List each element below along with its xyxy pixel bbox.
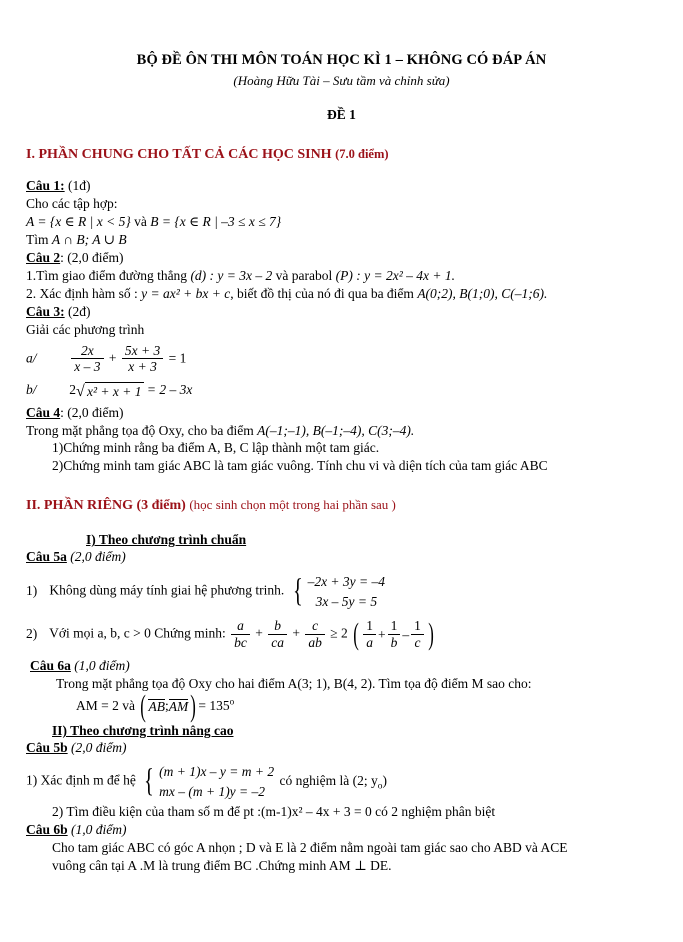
right-paren-icon: ) [428, 617, 434, 652]
cau5b-points: (2,0 điểm) [71, 740, 127, 756]
cau4-block [26, 404, 683, 476]
section-1-title: I. PHẦN CHUNG CHO TẤT CẢ CÁC HỌC SINH [26, 147, 332, 163]
right-paren-icon-2: ) [190, 688, 197, 723]
cau4-line1 [26, 422, 683, 440]
cau5a-frac-1-c-den: c [411, 634, 424, 650]
cau2-item1-mid: và parabol [272, 268, 336, 284]
cau5b-heading [26, 739, 683, 757]
cau5a-frac-c-ab-den: ab [305, 634, 325, 650]
cau5a-item2-number: 2) [26, 626, 38, 642]
cau1-set-b-lead: B = [150, 214, 175, 230]
cau6a-line2-pre: AM = 2 và [76, 697, 139, 713]
cau5a-system-row2: 3x – 5y = 5 [315, 593, 378, 609]
cau3-eq-a-label: a/ [26, 350, 37, 366]
cau3-eq-b-radicand: x² + x + 1 [87, 383, 142, 399]
cau2-heading [26, 249, 683, 267]
cau6a-points: (1,0 điểm) [74, 657, 130, 673]
left-paren-icon: ( [353, 617, 359, 652]
cau3-equation-b [26, 381, 683, 400]
cau5a-minus-1: – [402, 627, 410, 643]
section-2-note: (học sinh chọn một trong hai phần sau ) [189, 497, 396, 513]
cau5a-frac-1-c [411, 618, 424, 649]
cau5a-frac-c-ab [305, 618, 325, 649]
cau5a-frac-b-ca-num: b [274, 618, 281, 634]
cau2-item1-line-eq: (d) : y = 3x – 2 [190, 268, 273, 284]
cau5a-plus-3: + [378, 627, 386, 643]
cau6a-line1: Trong mặt phẳng tọa độ Oxy cho hai điểm A(3; 1), B(4, 2). Tìm tọa độ điểm M sao cho: [56, 675, 532, 691]
cau5a-relation: ≥ 2 [330, 626, 348, 642]
cau2-label: Câu 2 [26, 250, 61, 266]
part-advanced-heading: II) Theo chương trình nâng cao [52, 723, 234, 739]
cau5b-system-rows [159, 762, 274, 801]
cau3-eq-a-frac1 [71, 343, 103, 374]
cau6b-label: Câu 6b [26, 822, 68, 838]
sqrt-icon [76, 382, 144, 401]
cau2-points: : (2,0 điểm) [60, 250, 124, 266]
cau5b-label: Câu 5b [26, 740, 68, 756]
cau5b-item1-number: 1) [26, 772, 38, 788]
cau5a-heading [26, 548, 683, 566]
cau5a-plus-1: + [255, 626, 263, 642]
cau1-line1: Cho các tập hợp: [26, 196, 118, 212]
cau3-eq-a-frac2-num: 5x + 3 [124, 342, 161, 358]
cau2-item2-points: A(0;2), B(1;0), C(–1;6). [417, 286, 548, 302]
cau3-label: Câu 3: [26, 304, 65, 320]
cau1-block [26, 177, 683, 249]
cau5a-item1-number: 1) [26, 582, 38, 598]
cau3-equation-a [26, 344, 683, 375]
cau1-heading [26, 177, 683, 195]
cau5a-block [26, 548, 683, 650]
cau3-eq-a-frac2 [122, 343, 163, 374]
cau3-eq-a-operator: + [108, 350, 117, 366]
cau5a-system-rows [308, 572, 385, 611]
cau5b-system [141, 762, 274, 801]
cau5a-item2 [26, 619, 683, 650]
cau1-points: (1đ) [68, 178, 91, 194]
cau1-find-math: A ∩ B; A ∪ B [51, 232, 127, 248]
cau6a-block [30, 657, 683, 723]
cau5a-item2-text: Với mọi a, b, c > 0 Chứng minh: [49, 626, 226, 642]
cau6a-vector-separator: ; [164, 698, 169, 714]
cau3-eq-b-rhs: = 2 – 3x [146, 382, 193, 398]
cau3-eq-a-frac1-num: 2x [81, 342, 94, 358]
cau6a-vector-ab: AB [148, 698, 165, 714]
cau5a-frac-1-b [388, 618, 401, 649]
cau5a-frac-1-a-num: 1 [366, 618, 373, 634]
cau5a-frac-a-bc-den: bc [231, 634, 250, 650]
cau3-eq-b-label: b/ [26, 382, 37, 398]
page-subtitle: (Hoàng Hữu Tài – Sưu tầm và chỉnh sửa) [233, 73, 450, 89]
cau1-sets [26, 213, 683, 231]
cau6a-line2 [76, 688, 683, 723]
cau5a-label: Câu 5a [26, 549, 67, 565]
cau2-item2-text: 2. Xác định hàm số : [26, 286, 142, 302]
cau3-heading [26, 303, 683, 321]
cau5b-item1 [26, 762, 683, 801]
part-standard-heading: I) Theo chương trình chuẩn [86, 532, 247, 548]
cau2-item1-parabola-eq: (P) : y = 2x² – 4x + 1. [335, 268, 455, 284]
cau5a-system [290, 572, 385, 611]
cau6b-line2: vuông cân tại A .M là trung điểm BC .Chứng minh AM ⊥ DE. [52, 858, 392, 874]
cau2-item2 [26, 285, 683, 303]
cau5a-item1-text: Không dùng máy tính giai hệ phương trinh. [49, 582, 285, 598]
cau5a-frac-b-ca [268, 618, 287, 649]
cau5b-item1-tail-text: có nghiệm là (2; y [279, 772, 378, 788]
cau5a-rhs-group [351, 619, 436, 650]
cau5a-system-row1: –2x + 3y = –4 [307, 574, 386, 590]
cau1-set-a-body: {x ∈ R | x < 5} [49, 214, 131, 230]
cau5a-frac-a-bc-num: a [237, 618, 244, 634]
cau5b-item1-tail-end: ) [382, 772, 387, 788]
cau5b-system-row1: (m + 1)x – y = m + 2 [159, 764, 275, 780]
cau1-label: Câu 1: [26, 178, 65, 194]
cau5b-block [26, 739, 683, 821]
cau5a-points: (2,0 điểm) [70, 549, 126, 565]
cau5a-frac-1-b-den: b [388, 634, 401, 650]
cau4-label: Câu 4 [26, 404, 61, 420]
cau5b-item2: 2) Tìm điều kiện của tham số m để pt :(m-1)x² – 4x + 3 = 0 có 2 nghiệm phân biệt [52, 804, 496, 820]
left-paren-icon-2: ( [140, 688, 147, 723]
left-brace-icon: { [292, 573, 303, 610]
cau1-set-b-body: {x ∈ R | –3 ≤ x ≤ 7} [174, 214, 282, 230]
section-2-heading [26, 497, 683, 514]
cau3-eq-b-coefficient: 2 [69, 382, 77, 398]
cau2-block [26, 249, 683, 303]
cau1-find-label: Tìm [26, 232, 52, 248]
exam-code: ĐỀ 1 [327, 107, 356, 123]
cau1-line3 [26, 231, 683, 249]
section-1-points: (7.0 điểm) [335, 147, 389, 162]
cau4-line1-points: A(–1;–1), B(–1;–4), C(3;–4). [257, 422, 415, 438]
cau6b-points: (1,0 điểm) [71, 822, 127, 838]
cau5b-item1-tail-subscript: o [377, 781, 383, 792]
cau5a-frac-c-ab-num: c [312, 618, 319, 634]
cau1-conj: và [130, 214, 151, 230]
cau6a-angle-group [138, 688, 198, 723]
cau2-item2-mid: , biết đồ thị của nó đi qua ba điểm [230, 286, 418, 302]
page-title: BỘ ĐỀ ÔN THI MÔN TOÁN HỌC KÌ 1 – KHÔNG CÓ ĐÁP ÁN [136, 52, 547, 68]
cau1-set-a-lead: A = [26, 214, 50, 230]
cau5a-frac-1-a-den: a [363, 634, 376, 650]
cau6a-heading [30, 657, 683, 675]
cau2-item1-text: 1.Tìm giao điểm đường thẳng [26, 268, 191, 284]
cau6a-vector-am: AM [168, 698, 189, 714]
cau5b-item1-tail [279, 772, 387, 792]
cau5a-frac-b-ca-den: ca [268, 634, 287, 650]
cau4-item2: 2)Chứng minh tam giác ABC là tam giác vuông. Tính chu vi và diện tích của tam giác ABC [52, 458, 548, 474]
left-brace-icon-2: { [144, 763, 155, 800]
cau5b-system-row2: mx – (m + 1)y = –2 [159, 783, 266, 799]
cau2-item2-function: y = ax² + bx + c [141, 286, 231, 302]
cau6a-label: Câu 6a [30, 657, 71, 673]
cau4-line1-text: Trong mặt phẳng tọa độ Oxy, cho ba điểm [26, 422, 258, 438]
cau5a-item1 [26, 572, 683, 611]
cau4-heading [26, 404, 683, 422]
cau3-points: (2đ) [68, 304, 91, 320]
cau3-block [26, 303, 683, 401]
cau4-points: : (2,0 điểm) [60, 404, 124, 420]
cau3-eq-a-frac1-den: x – 3 [71, 358, 103, 374]
cau3-eq-a-rhs: = 1 [168, 350, 187, 366]
cau6a-degree-symbol: o [229, 696, 235, 707]
cau6b-block [26, 821, 683, 875]
section-2-title: II. PHẦN RIÊNG (3 điểm) [26, 498, 186, 514]
cau6b-heading [26, 821, 683, 839]
cau3-eq-a-frac2-den: x + 3 [122, 358, 163, 374]
cau6a-angle-value: = 135 [198, 697, 230, 713]
cau5b-item1-text: Xác định m để hệ [40, 772, 136, 788]
cau5a-plus-2: + [292, 626, 300, 642]
section-1-heading [26, 147, 683, 163]
cau5a-frac-1-c-num: 1 [414, 618, 421, 634]
cau5a-frac-1-a [363, 618, 376, 649]
cau4-item1: 1)Chứng minh rằng ba điểm A, B, C lập thành một tam giác. [52, 440, 380, 456]
cau2-item1 [26, 267, 683, 285]
cau5a-frac-a-bc [231, 618, 250, 649]
document-page [0, 52, 683, 942]
cau5a-frac-1-b-num: 1 [390, 618, 398, 634]
cau6b-line1: Cho tam giác ABC có góc A nhọn ; D và E là 2 điểm nằm ngoài tam giác sao cho ABD và ACE [52, 840, 568, 856]
cau3-line1: Giải các phương trình [26, 322, 145, 338]
